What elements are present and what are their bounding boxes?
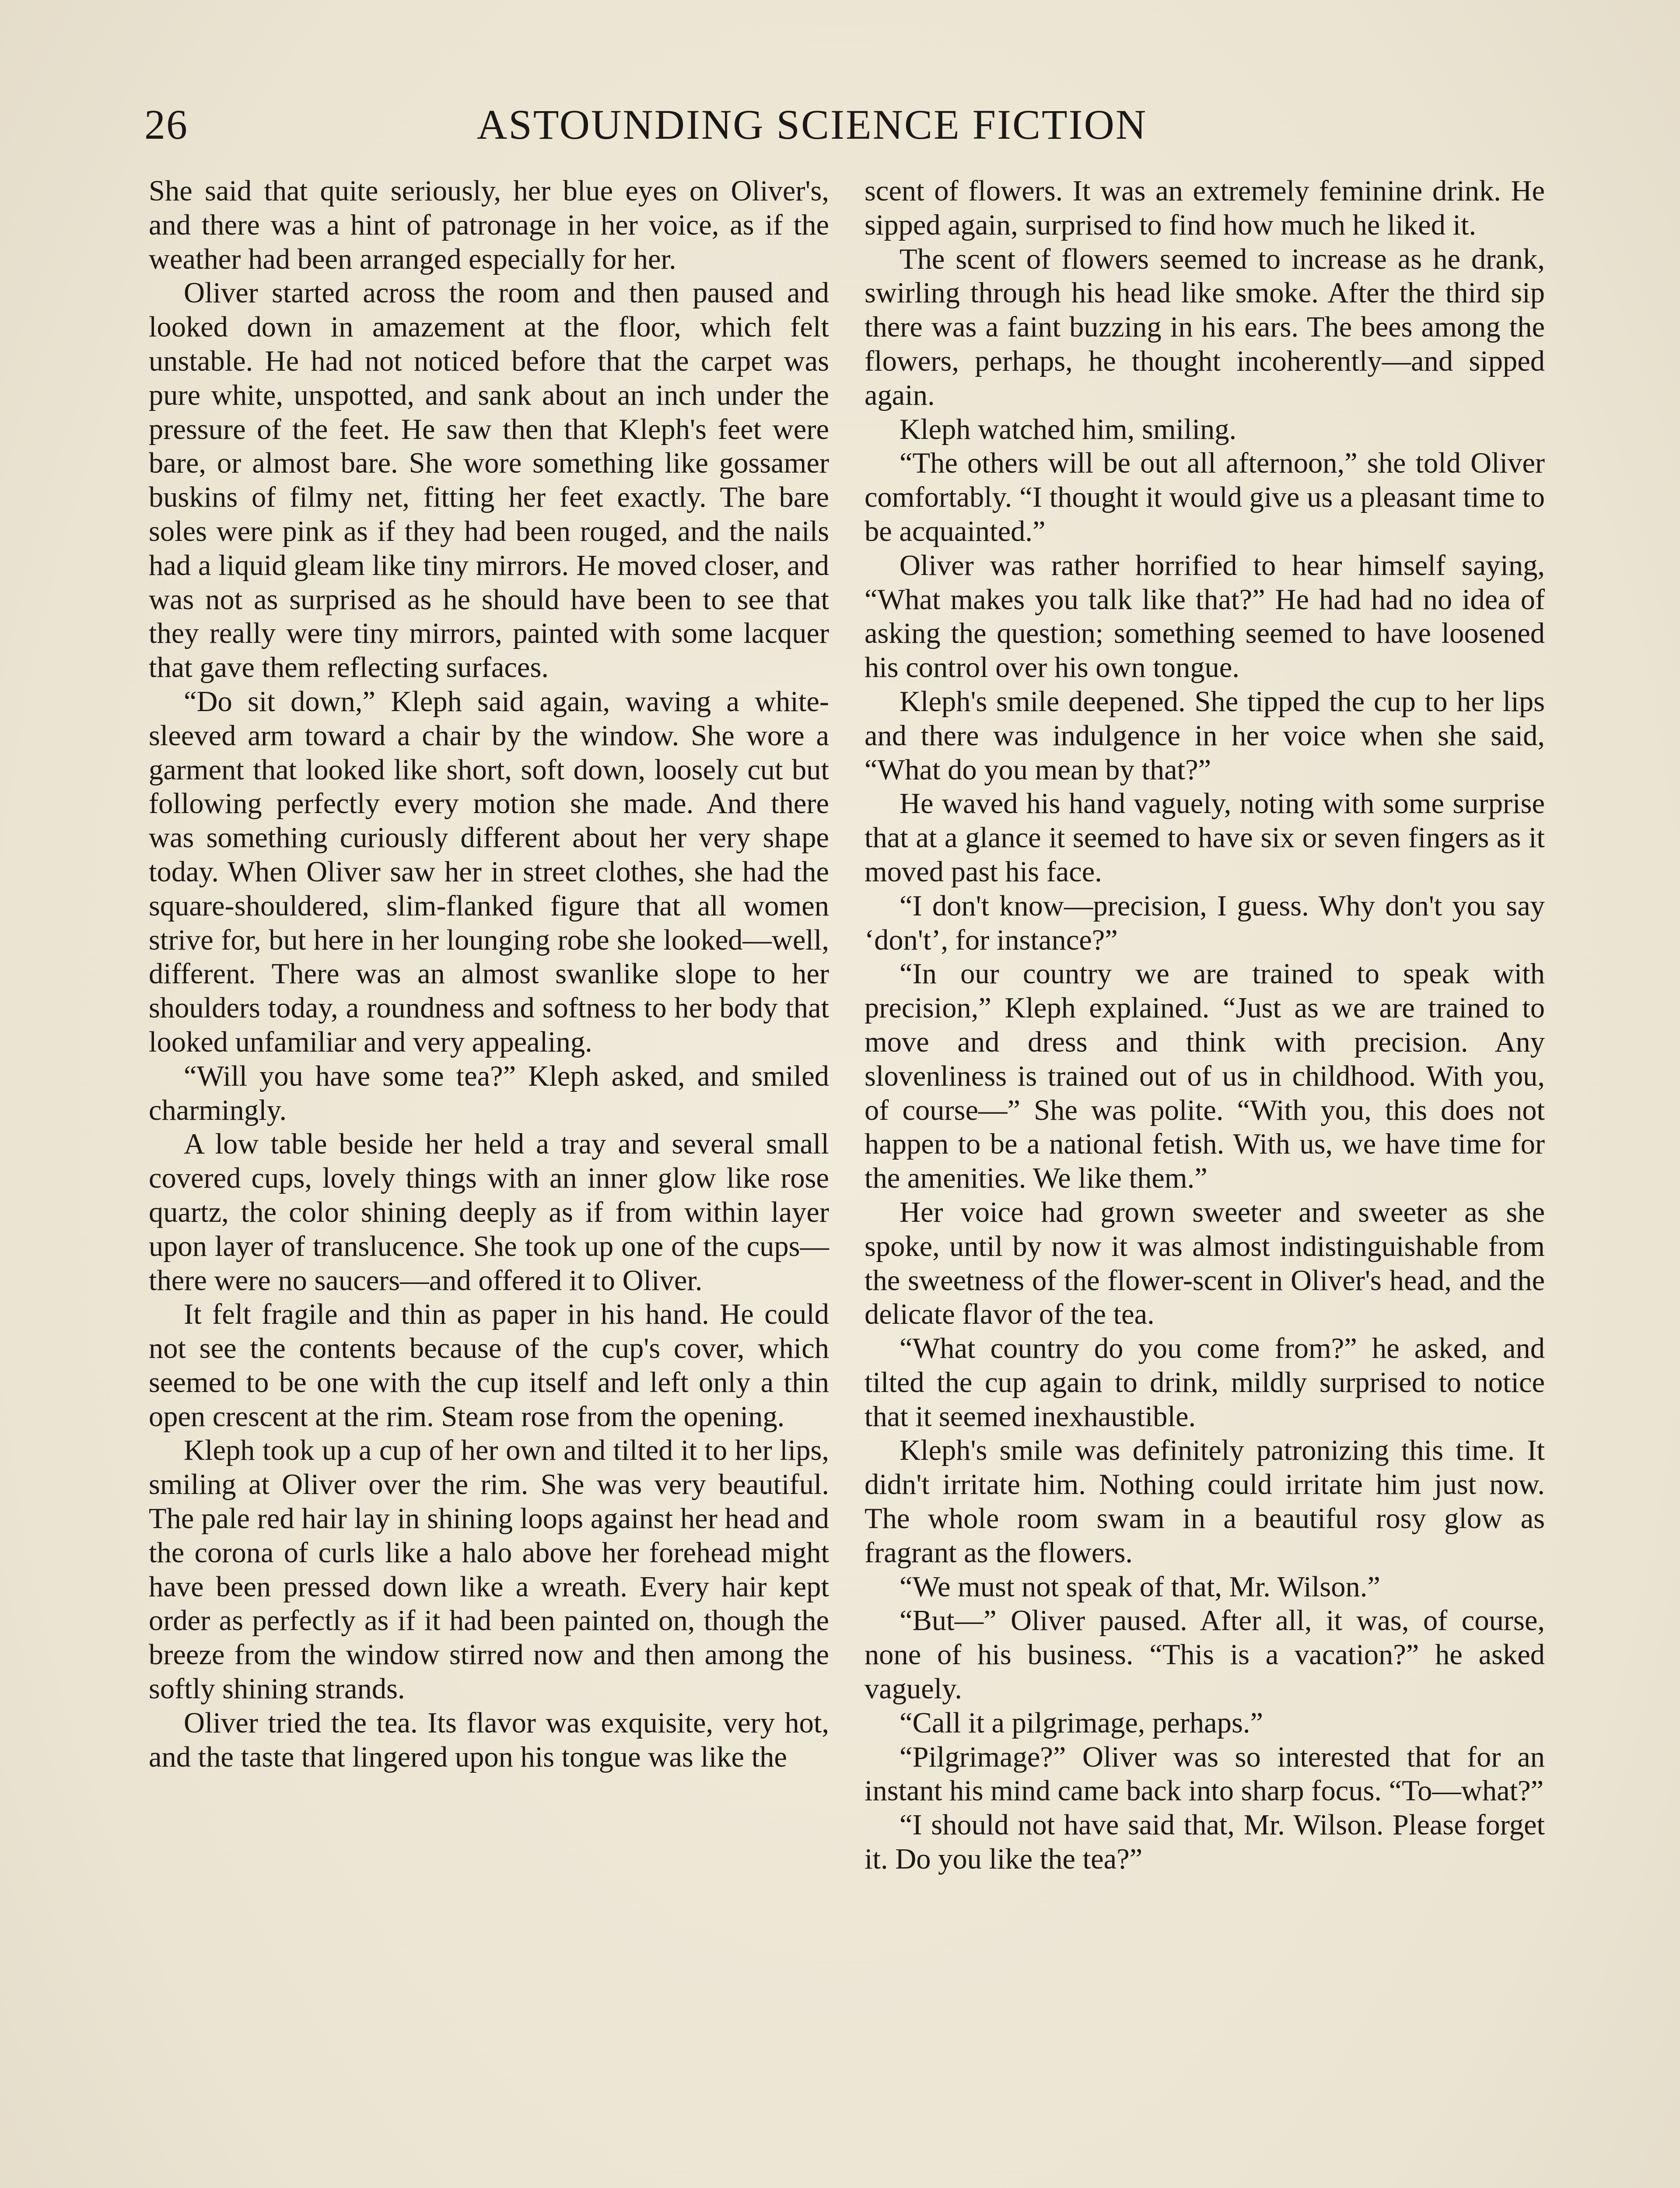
paragraph: “I don't know—precision, I guess. Why don't you say ‘don't’, for instance?” [864, 890, 1545, 956]
paragraph: She said that quite seriously, her blue eyes on Oliver's, and there was a hint of patronage in her voice, as if the weather had been arranged especially for her. [149, 175, 829, 275]
paragraph: “We must not speak of that, Mr. Wilson.” [900, 1571, 1380, 1603]
paragraph: “Call it a pilgrimage, perhaps.” [900, 1707, 1263, 1739]
paragraph: The scent of flowers seemed to increase as he drank, swirling through his head like smoke. After the third sip there was a faint buzzing in his ears. The bees among the flowers, perhaps, he thought incoherently—and sipped again. [864, 243, 1545, 411]
paragraph: Kleph's smile was definitely patronizing this time. It didn't irritate him. Nothing could irritate him just now. The whole room swam in a beautiful rosy glow as fragrant as the flowers. [864, 1434, 1545, 1569]
page-header [144, 98, 1544, 160]
left-column [149, 174, 829, 1774]
paragraph: “What country do you come from?” he asked, and tilted the cup again to drink, mildly surprised to notice that it seemed inexhaustible. [864, 1332, 1545, 1433]
paragraph: “In our country we are trained to speak with precision,” Kleph explained. “Just as we are trained to move and dress and think with precision. Any slovenliness is trained out of us in childhood. With you, of course—” She was polite. “With you, this does not happen to be a national fetish. With us, we have time for the amenities. We like them.” [864, 958, 1545, 1195]
paragraph: Kleph's smile deepened. She tipped the cup to her lips and there was indulgence in her voice when she said, “What do you mean by that?” [864, 685, 1545, 786]
paragraph: Kleph watched him, smiling. [900, 413, 1237, 445]
paragraph: Oliver was rather horrified to hear himself saying, “What makes you talk like that?” He had had no idea of asking the question; something seemed to have loosened his control over his own tongue. [864, 549, 1545, 684]
paragraph: Kleph took up a cup of her own and tilted it to her lips, smiling at Oliver over the rim. She was very beautiful. The pale red hair lay in shining loops against her head and the corona of curls like a halo above her forehead might have been pressed down like a wreath. Every hair kept order as perfectly as if it had been painted on, though the breeze from the window stirred now and then among the softly shining strands. [149, 1434, 829, 1705]
paragraph: “I should not have said that, Mr. Wilson. Please forget it. Do you like the tea?” [864, 1809, 1545, 1876]
paragraph: scent of flowers. It was an extremely feminine drink. He sipped again, surprised to find how much he liked it. [864, 175, 1545, 241]
paragraph: Oliver tried the tea. Its flavor was exquisite, very hot, and the taste that lingered upon his tongue was like the [149, 1707, 829, 1773]
paragraph: Oliver started across the room and then paused and looked down in amazement at the floor, which felt unstable. He had not noticed before that the carpet was pure white, unspotted, and sank about an inch under the pressure of the feet. He saw then that Kleph's feet were bare, or almost bare. She wore something like gossamer buskins of filmy net, fitting her feet exactly. The bare soles were pink as if they had been rouged, and the nails had a liquid gleam like tiny mirrors. He moved closer, and was not as surprised as he should have been to see that they really were tiny mirrors, painted with some lacquer that gave them reflecting surfaces. [149, 277, 829, 684]
paragraph: “Do sit down,” Kleph said again, waving a white-sleeved arm toward a chair by the window. She wore a garment that looked like short, soft down, loosely cut but following perfectly every motion she made. And there was something curiously different about her very shape today. When Oliver saw her in street clothes, she had the square-shouldered, slim-flanked figure that all women strive for, but here in her lounging robe she looked—well, different. There was an almost swanlike slope to her shoulders today, a roundness and softness to her body that looked unfamiliar and very appealing. [149, 685, 829, 1058]
paragraph: “Pilgrimage?” Oliver was so interested that for an instant his mind came back into sharp focus. “To—what?” [864, 1741, 1545, 1807]
running-title: ASTOUNDING SCIENCE FICTION [477, 101, 1148, 148]
paragraph: It felt fragile and thin as paper in his hand. He could not see the contents because of the cup's cover, which seemed to be one with the cup itself and left only a thin open crescent at the rim. Steam rose from the opening. [149, 1298, 829, 1433]
right-column [864, 174, 1545, 1876]
page-number: 26 [144, 101, 188, 148]
paragraph: He waved his hand vaguely, noting with some surprise that at a glance it seemed to have six or seven fingers as it moved past his face. [864, 788, 1545, 888]
paragraph: Her voice had grown sweeter and sweeter as she spoke, until by now it was almost indistinguishable from the sweetness of the flower-scent in Oliver's head, and the delicate flavor of the tea. [864, 1196, 1545, 1331]
paragraph: “But—” Oliver paused. After all, it was, of course, none of his business. “This is a vacation?” he asked vaguely. [864, 1605, 1545, 1705]
paragraph: “The others will be out all afternoon,” she told Oliver comfortably. “I thought it would give us a pleasant time to be acquainted.” [864, 447, 1545, 547]
paragraph: “Will you have some tea?” Kleph asked, and smiled charmingly. [149, 1060, 829, 1126]
paragraph: A low table beside her held a tray and several small covered cups, lovely things with an inner glow like rose quartz, the color shining deeply as if from within layer upon layer of translucence. She took up one of the cups—there were no saucers—and offered it to Oliver. [149, 1128, 829, 1297]
